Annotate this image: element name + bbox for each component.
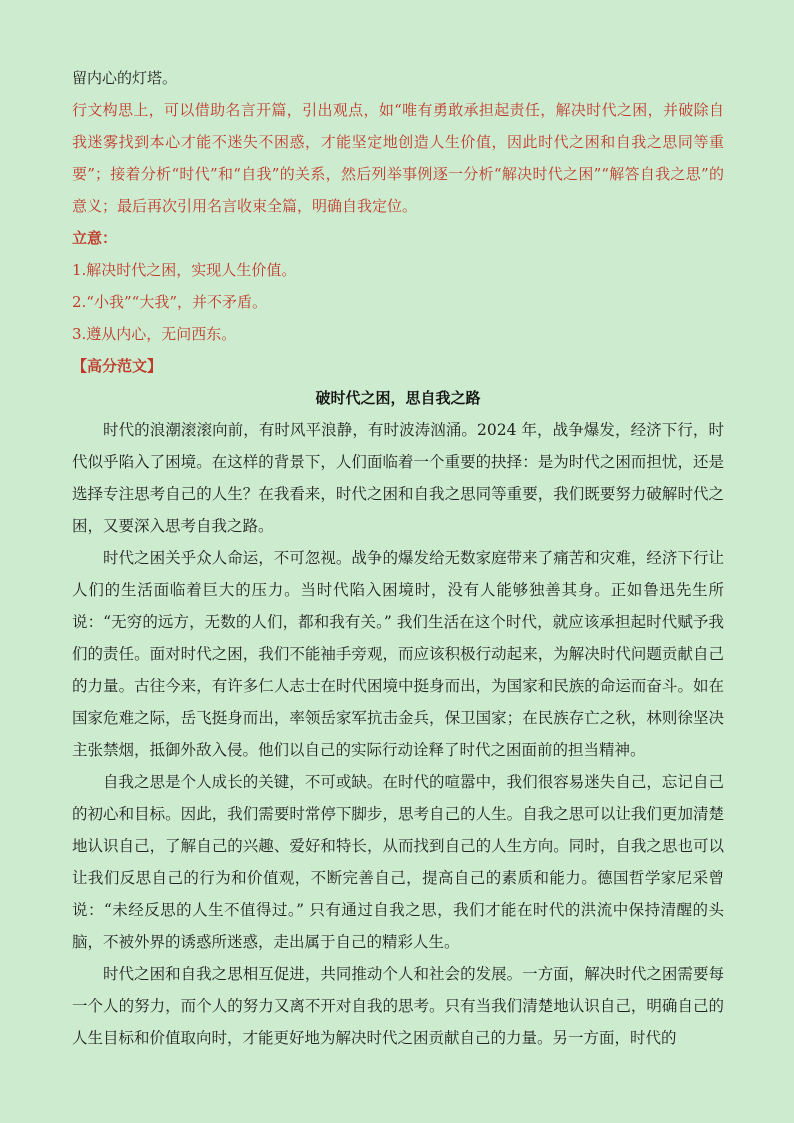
essay-paragraph-1: 时代的浪潮滚滚向前，有时风平浪静，有时波涛汹涌。2024 年，战争爆发，经济下行，时代似乎陷入了困境。在这样的背景下，人们面临着一个重要的抉择：是为时代之困而担忧，还是选择专注思考自己的人生？在我看来，时代之困和自我之思同等重要，我们既要努力破解时代之困，又要深入思考自我之路。 [72, 421, 724, 535]
structure-paragraph: 行文构思上，可以借助名言开篇，引出观点，如“唯有勇敢承担起责任，解决时代之困，并破除自我迷雾找到本心才能不迷失不困惑，才能坚定地创造人生价值，因此时代之困和自我之思同等重要”；接着分析“时代”和“自我”的关系，然后列举事例逐一分析“解决时代之困”“解答自我之思”的意义；最后再次引用名言收束全篇，明确自我定位。 [72, 101, 724, 215]
essay-title: 破时代之困，思自我之路 [315, 389, 481, 407]
liyi-item-1: 1.解决时代之困，实现人生价值。 [72, 261, 297, 279]
document-page [72, 62, 724, 1054]
essay-section-label: 【高分范文】 [72, 357, 163, 375]
essay-paragraph-2: 时代之困关乎众人命运，不可忽视。战争的爆发给无数家庭带来了痛苦和灾难，经济下行让人们的生活面临着巨大的压力。当时代陷入困境时，没有人能够独善其身。正如鲁迅先生所说：“无穷的远方，无数的人们，都和我有关。” 我们生活在这个时代，就应该承担起时代赋予我们的责任。面对时代之困，我们不能袖手旁观，而应该积极行动起来，为解决时代问题贡献自己的力量。古往今来，有许多仁人志士在时代困境中挺身而出，为国家和民族的命运而奋斗。如在国家危难之际，岳飞挺身而出，率领岳家军抗击金兵，保卫国家；在民族存亡之秋，林则徐坚决主张禁烟，抵御外敌入侵。他们以自己的实际行动诠释了时代之困面前的担当精神。 [72, 549, 724, 759]
liyi-item-2: 2.“小我”“大我”，并不矛盾。 [72, 293, 267, 311]
essay-paragraph-3: 自我之思是个人成长的关键，不可或缺。在时代的喧嚣中，我们很容易迷失自己，忘记自己的初心和目标。因此，我们需要时常停下脚步，思考自己的人生。自我之思可以让我们更加清楚地认识自己，了解自己的兴趣、爱好和特长，从而找到自己的人生方向。同时，自我之思也可以让我们反思自己的行为和价值观，不断完善自己，提高自己的素质和能力。德国哲学家尼采曾说：“未经反思的人生不值得过。” 只有通过自我之思，我们才能在时代的洪流中保持清醒的头脑，不被外界的诱惑所迷惑，走出属于自己的精彩人生。 [72, 773, 724, 951]
essay-body [72, 414, 724, 1054]
liyi-item-3: 3.遵从内心，无问西东。 [72, 325, 237, 343]
liyi-heading: 立意： [72, 229, 118, 247]
intro-first-line: 留内心的灯塔。 [72, 69, 178, 87]
essay-paragraph-4: 时代之困和自我之思相互促进，共同推动个人和社会的发展。一方面，解决时代之困需要每一个人的努力，而个人的努力又离不开对自我的思考。只有当我们清楚地认识自己，明确自己的人生目标和价值取向时，才能更好地为解决时代之困贡献自己的力量。另一方面，时代的 [72, 965, 724, 1047]
